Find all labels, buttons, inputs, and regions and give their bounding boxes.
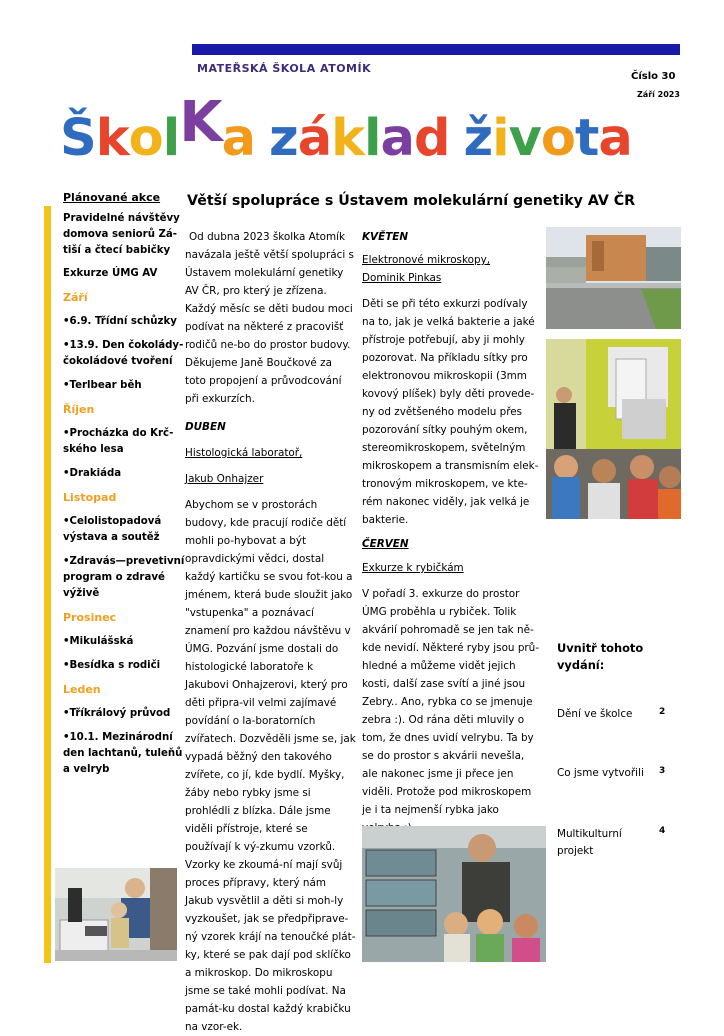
subheading-fish: Exkurze k rybičkám: [362, 562, 464, 574]
sidebar-event-item: •13.9. Den čokolády-čokoládové tvoření: [63, 340, 184, 367]
masthead-letter: z: [269, 109, 298, 168]
sidebar-title: Plánované akce: [63, 191, 161, 204]
masthead-letter: l: [364, 109, 381, 168]
sidebar-months: [63, 290, 185, 778]
masthead-letter: t: [574, 109, 599, 168]
masthead-letter: l: [162, 109, 180, 168]
masthead-letter: a: [380, 109, 414, 168]
article-headline: Větší spolupráce s Ústavem molekulární genetiky AV ČR: [187, 193, 636, 209]
toc-item-what-we-made[interactable]: Co jsme vytvořili: [557, 767, 644, 779]
toc-page-multicultural: 4: [659, 826, 666, 836]
sidebar-photo-microscope: [55, 868, 177, 961]
article-intro: Od dubna 2023 školka Atomík navázala ještě větší spolupráci s Ústavem molekulární genetiky AV ČR, pro který je zřízena. Každý měsíc se děti budou moci podívat na některé z pracovišť rodičů ne-bo do prostor budovy. Děkujeme Janě Boučkové za toto propojení a průvodcování při exkurzích.: [185, 231, 354, 405]
toc-item-school-news[interactable]: Dění ve školce: [557, 708, 633, 720]
masthead-letter: k: [331, 109, 365, 168]
sidebar-month-heading: Prosinec: [63, 611, 117, 624]
sidebar-month-heading: Září: [63, 291, 88, 304]
subheading-pinkas: Dominik Pinkas: [362, 272, 442, 284]
masthead-letter: d: [413, 109, 450, 168]
sidebar-event-item: •6.9. Třídní schůzky: [63, 316, 177, 327]
photo-institute-building: [546, 227, 681, 329]
masthead-letter: k: [95, 109, 129, 168]
subheading-onhajzer: Jakub Onhajzer: [185, 473, 264, 485]
sidebar: [63, 190, 185, 778]
sidebar-event-item: •Procházka do Krč-ského lesa: [63, 428, 174, 455]
section-heading-cerven: ČERVEN: [362, 538, 409, 550]
photo-electron-microscope-lab: [546, 339, 681, 519]
article-column-2: [362, 228, 540, 837]
sidebar-event-item: •Besídka s rodiči: [63, 660, 161, 671]
sidebar-intro-excursion: Exkurze ÚMG AV: [63, 268, 158, 279]
issue-date: Září 2023: [637, 90, 680, 99]
photo-aquarium-room: [362, 826, 546, 962]
toc-page-what-we-made: 3: [659, 766, 666, 776]
sidebar-month-heading: Leden: [63, 683, 101, 696]
inside-issue-title: Uvnitř tohoto vydání:: [557, 641, 644, 672]
sidebar-event-item: •Celolistopadová výstava a soutěž: [63, 516, 162, 543]
issue-number: Číslo 30: [631, 71, 676, 82]
article-body-kveten: Děti se při této exkurzi podívaly na to, jak je velká bakterie a jaké přístroje potřebují, aby ji mohly pozorovat. Na příkladu sítky pro elektronovou mikroskopii (3mm kovový plíšek) byly děti provede-ny od zvětšeného modelu přes pozorování sítky pouhým okem, stereomikroskopem, světelným mikroskopem a transmisním elek-tronovým mikroskopem, ve kte-rém nakonec viděly, jak velká je bakterie.: [362, 298, 539, 526]
masthead-letter: á: [297, 109, 332, 168]
article-body-duben: Abychom se v prostorách budovy, kde pracují rodiče dětí mohli po-hybovat a být opravdickými vědci, dostal každý kartičku se svou fot-kou a jménem, která bude sloužit jako "vstupenka" a poznávací znamení pro každou návštěvu v ÚMG. Pozvání jsme dostali do histologické laboratoře k Jakubovi Onhajzerovi, který pro děti připra-vil velmi zajímavé povídání o la-boratorních zvířatech. Dozvěděli jsme se, jak vypadá běžný den takového zvířete, co jí, kde bydlí. Myšky, žáby nebo rybky jsme si prohlédli z blízka. Dále jsme viděli přístroje, které se používají k vý-zkumu vzorků. Vzorky ke zkoumá-ní mají svůj proces přípravy, který nám Jakub vysvětlil a děti si moh-ly vyzkoušet, jak se předpřiprave-ný vzorek krájí na tenoučké plát-ky, které se pak dají pod sklíčko a mikroskop. Do mikroskopu jsme se také mohli podívat. Na památ-ku dostal každý krabičku na vzor-ek.: [185, 499, 356, 1033]
masthead-title: [60, 90, 632, 169]
header-bar: [192, 44, 680, 55]
school-name: MATEŘSKÁ ŠKOLA ATOMÍK: [197, 62, 372, 75]
sidebar-event-item: •Drakiáda: [63, 468, 122, 479]
sidebar-month-heading: Listopad: [63, 491, 117, 504]
subheading-electron-microscopes: Elektronové mikroskopy,: [362, 254, 491, 266]
sidebar-event-item: •Tříkrálový průvod: [63, 708, 171, 719]
masthead-letter: Š: [60, 109, 96, 168]
masthead-letter: ž: [463, 109, 493, 168]
article-body-cerven: V pořadí 3. exkurze do prostor ÚMG proběhla u rybiček. Tolik akvárií pohromadě se jen tak ně-kde nevidí. Některé ryby jsou prů-hledné a můžeme vidět jejich kosti, další zase svítí a jiné jsou Zebry.. Ano, rybka co se jmenuje zebra :). Od rána děti mluvily o tom, že dnes uvidí velrybu. Ta by se do prostor s akvárii nevešla, ale nakonec jsme ji přece jen viděli. Protože pod mikroskopem je i ta nejmenší rybka jako: [362, 588, 540, 816]
section-heading-duben: DUBEN: [185, 421, 226, 433]
article-column-1: [185, 228, 356, 1036]
sidebar-event-item: •Zdravás—prevetivní program o zdravé výživě: [63, 556, 185, 599]
masthead-letter: a: [221, 109, 256, 168]
masthead-letter: o: [540, 109, 575, 168]
toc-item-multicultural[interactable]: Multikulturní projekt: [557, 828, 622, 857]
masthead-letter: o: [128, 109, 163, 168]
sidebar-event-item: •Terlbear běh: [63, 380, 142, 391]
masthead-letter: v: [508, 109, 541, 168]
toc-page-school-news: 2: [659, 707, 666, 717]
masthead-letter: i: [492, 109, 509, 168]
subheading-histology: Histologická laboratoř,: [185, 447, 303, 459]
sidebar-month-heading: Říjen: [63, 403, 95, 416]
sidebar-event-item: •Mikulášská: [63, 636, 134, 647]
sidebar-event-item: •10.1. Mezinárodní den lachtanů, tuleňů a velryb: [63, 732, 183, 775]
masthead-letter: K: [179, 90, 222, 155]
sidebar-accent-bar: [44, 206, 51, 963]
sidebar-intro-seniors: Pravidelné návštěvy domova seniorů Zá-tiší a čtecí babičky: [63, 213, 180, 256]
section-heading-kveten: KVĚTEN: [362, 231, 409, 243]
masthead-letter: a: [598, 109, 632, 168]
